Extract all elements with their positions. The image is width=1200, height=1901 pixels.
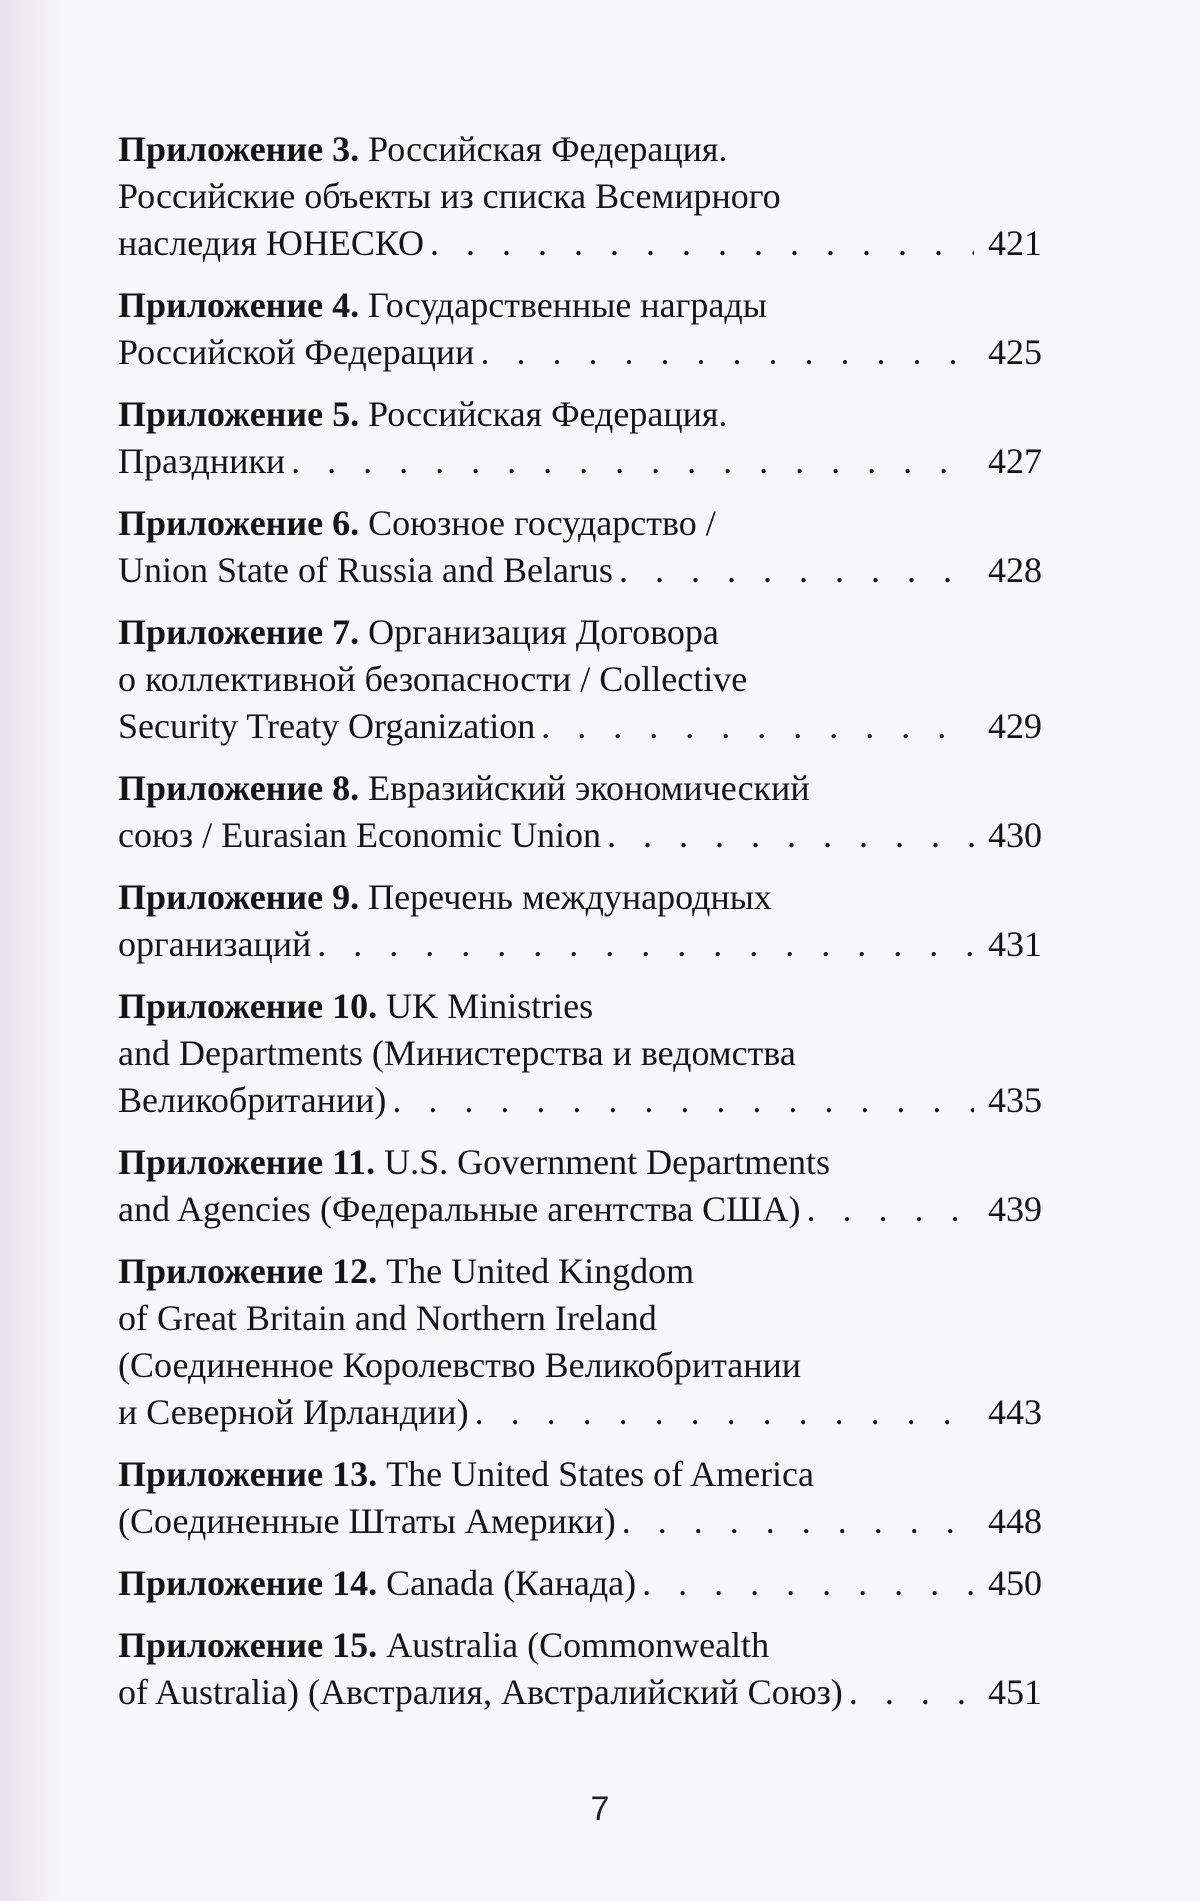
- toc-entry-line: [118, 126, 1042, 173]
- toc-entry-line: [118, 1669, 1042, 1716]
- dot-leader: [849, 1669, 974, 1716]
- toc-entry-title: Евразийский экономический: [368, 768, 810, 808]
- toc-entry-line: [118, 329, 1042, 376]
- dot-leader: [430, 220, 974, 267]
- toc-entry-line: [118, 765, 1042, 812]
- toc-entry-title: U.S. Government Departments: [384, 1142, 831, 1182]
- toc-entry-line: [118, 1451, 1042, 1498]
- toc-entry: [118, 1560, 1042, 1607]
- toc-entry-title: The United Kingdom: [386, 1251, 695, 1291]
- toc-entry-title: of Australia) (Австралия, Австралийский Союз): [118, 1672, 843, 1712]
- toc-entry-label: Приложение 12.: [118, 1251, 378, 1291]
- toc-entry: [118, 282, 1042, 376]
- dot-leader: [317, 921, 974, 968]
- toc-entry-line: [118, 282, 1042, 329]
- toc-entry-page-number: 425: [988, 332, 1042, 372]
- toc-entry-text: [118, 220, 424, 267]
- toc-entry-line: [118, 1248, 1042, 1295]
- toc-entry-title: of Great Britain and Northern Ireland: [118, 1298, 657, 1338]
- dot-leader: [619, 547, 974, 594]
- dot-leader: [291, 438, 974, 485]
- dot-leader: [475, 1389, 974, 1436]
- page-edge-shadow: [0, 0, 60, 1901]
- toc-entry: [118, 874, 1042, 968]
- toc-entry-title: союз / Eurasian Economic Union: [118, 815, 601, 855]
- toc-entry-line: [118, 1030, 1042, 1077]
- toc-entry-line: [118, 812, 1042, 859]
- toc-entry-title: Australia (Commonwealth: [386, 1625, 770, 1665]
- toc-entry-title: Организация Договора: [368, 612, 719, 652]
- toc-entry-line: [118, 1498, 1042, 1545]
- toc-entry-text: [118, 1560, 636, 1607]
- toc-entry-line: [118, 703, 1042, 750]
- toc-entry-page-number: 427: [988, 441, 1042, 481]
- toc-entry-text: [118, 547, 613, 594]
- toc-entry-line: [118, 1186, 1042, 1233]
- toc-entry-title: наследия ЮНЕСКО: [118, 223, 424, 263]
- toc-entry-title: UK Ministries: [386, 986, 594, 1026]
- toc-entry: [118, 126, 1042, 267]
- toc-entry-label: Приложение 9.: [118, 877, 360, 917]
- toc-entry-line: [118, 1295, 1042, 1342]
- toc-entry-label: Приложение 14.: [118, 1563, 378, 1603]
- toc-entry-line: [118, 173, 1042, 220]
- toc-entry-page-number: 428: [988, 550, 1042, 590]
- toc-entry-title: организаций: [118, 924, 312, 964]
- toc-entry-page-number: 430: [988, 815, 1042, 855]
- toc-entry: [118, 1248, 1042, 1436]
- toc-entry-line: [118, 1389, 1042, 1436]
- toc-entry-text: [118, 176, 781, 216]
- toc-entry-title: Союзное государство /: [368, 503, 716, 543]
- toc-entry-label: Приложение 13.: [118, 1454, 378, 1494]
- toc-entry-line: [118, 438, 1042, 485]
- toc-entry-text: [118, 285, 767, 325]
- toc-entry-title: Государственные награды: [368, 285, 767, 325]
- toc-entry-line: [118, 921, 1042, 968]
- toc-entry: [118, 609, 1042, 750]
- dot-leader: [392, 1077, 974, 1124]
- toc-entry-page-number: 448: [988, 1501, 1042, 1541]
- toc-entry-label: Приложение 4.: [118, 285, 360, 325]
- toc-entry-title: and Departments (Министерства и ведомства: [118, 1033, 796, 1073]
- toc-entry-title: и Северной Ирландии): [118, 1392, 469, 1432]
- toc-entry-page-number: 439: [988, 1189, 1042, 1229]
- toc-entry-line: [118, 220, 1042, 267]
- toc-entry-text: [118, 877, 772, 917]
- toc-entry-line: [118, 609, 1042, 656]
- page-number: 7: [590, 1790, 610, 1828]
- toc-entry-line: [118, 1139, 1042, 1186]
- toc-entry-title: о коллективной безопасности / Collective: [118, 659, 748, 699]
- toc-entry-text: [118, 1142, 830, 1182]
- toc-entry-title: and Agencies (Федеральные агентства США): [118, 1189, 801, 1229]
- toc-entry-label: Приложение 7.: [118, 612, 360, 652]
- toc-entry-title: Перечень международных: [368, 877, 772, 917]
- dot-leader: [541, 703, 974, 750]
- toc-entry-text: [118, 768, 810, 808]
- toc-entry-label: Приложение 5.: [118, 394, 360, 434]
- toc-entry-page-number: 443: [988, 1392, 1042, 1432]
- toc-entry-page-number: 421: [988, 223, 1042, 263]
- toc-entry-title: Праздники: [118, 441, 286, 481]
- toc-entry-text: [118, 1298, 657, 1338]
- toc-entry-title: Security Treaty Organization: [118, 706, 536, 746]
- toc-entry-text: [118, 612, 719, 652]
- toc-entry-label: Приложение 6.: [118, 503, 360, 543]
- toc-entry-text: [118, 703, 535, 750]
- toc-entry-line: [118, 1077, 1042, 1124]
- toc-entry-title: Российской Федерации: [118, 332, 475, 372]
- toc-entry: [118, 500, 1042, 594]
- dot-leader: [642, 1560, 974, 1607]
- toc-entry-title: Великобритании): [118, 1080, 387, 1120]
- toc-entry-page-number: 431: [988, 924, 1042, 964]
- toc-entry-label: Приложение 15.: [118, 1625, 378, 1665]
- toc-entry-text: [118, 1625, 769, 1665]
- toc-entry-text: [118, 438, 285, 485]
- dot-leader: [622, 1498, 974, 1545]
- toc-entry-title: Российские объекты из списка Всемирного: [118, 176, 781, 216]
- toc-entry-title: (Соединенное Королевство Великобритании: [118, 1345, 802, 1385]
- toc-entry-title: Российская Федерация.: [368, 394, 728, 434]
- toc-entry-text: [118, 503, 716, 543]
- toc-entry-line: [118, 874, 1042, 921]
- toc-entry-text: [118, 129, 727, 169]
- toc-entry-line: [118, 656, 1042, 703]
- table-of-contents: [118, 126, 1042, 1716]
- toc-entry-line: [118, 983, 1042, 1030]
- dot-leader: [807, 1186, 975, 1233]
- toc-entry-text: [118, 1186, 801, 1233]
- toc-entry-page-number: 435: [988, 1080, 1042, 1120]
- toc-entry-label: Приложение 3.: [118, 129, 360, 169]
- toc-entry-title: Union State of Russia and Belarus: [118, 550, 613, 590]
- toc-entry-text: [118, 659, 747, 699]
- toc-entry-text: [118, 1033, 796, 1073]
- toc-entry-line: [118, 1560, 1042, 1607]
- toc-entry-line: [118, 547, 1042, 594]
- toc-entry: [118, 765, 1042, 859]
- toc-entry-label: Приложение 8.: [118, 768, 360, 808]
- toc-entry-text: [118, 394, 727, 434]
- toc-entry-text: [118, 1454, 814, 1494]
- toc-entry-text: [118, 1669, 843, 1716]
- toc-entry-page-number: 429: [988, 706, 1042, 746]
- toc-entry-line: [118, 500, 1042, 547]
- toc-entry: [118, 1139, 1042, 1233]
- toc-entry-page-number: 450: [988, 1563, 1042, 1603]
- toc-entry-text: [118, 329, 474, 376]
- toc-entry-label: Приложение 11.: [118, 1142, 376, 1182]
- toc-entry-page-number: 451: [988, 1672, 1042, 1712]
- toc-entry-text: [118, 812, 601, 859]
- toc-entry: [118, 1622, 1042, 1716]
- toc-entry-line: [118, 1622, 1042, 1669]
- toc-entry-text: [118, 1498, 616, 1545]
- toc-entry: [118, 391, 1042, 485]
- toc-entry-title: Canada (Канада): [386, 1563, 637, 1603]
- toc-entry-title: Российская Федерация.: [368, 129, 728, 169]
- toc-entry-line: [118, 391, 1042, 438]
- toc-entry-text: [118, 1077, 386, 1124]
- toc-entry-title: The United States of America: [386, 1454, 815, 1494]
- toc-entry: [118, 983, 1042, 1124]
- toc-entry-text: [118, 1389, 469, 1436]
- toc-entry-label: Приложение 10.: [118, 986, 378, 1026]
- toc-entry-text: [118, 986, 593, 1026]
- toc-entry-text: [118, 921, 311, 968]
- toc-entry: [118, 1451, 1042, 1545]
- toc-entry-text: [118, 1251, 694, 1291]
- toc-entry-text: [118, 1345, 801, 1385]
- dot-leader: [607, 812, 974, 859]
- toc-entry-line: [118, 1342, 1042, 1389]
- toc-entry-title: (Соединенные Штаты Америки): [118, 1501, 616, 1541]
- dot-leader: [480, 329, 974, 376]
